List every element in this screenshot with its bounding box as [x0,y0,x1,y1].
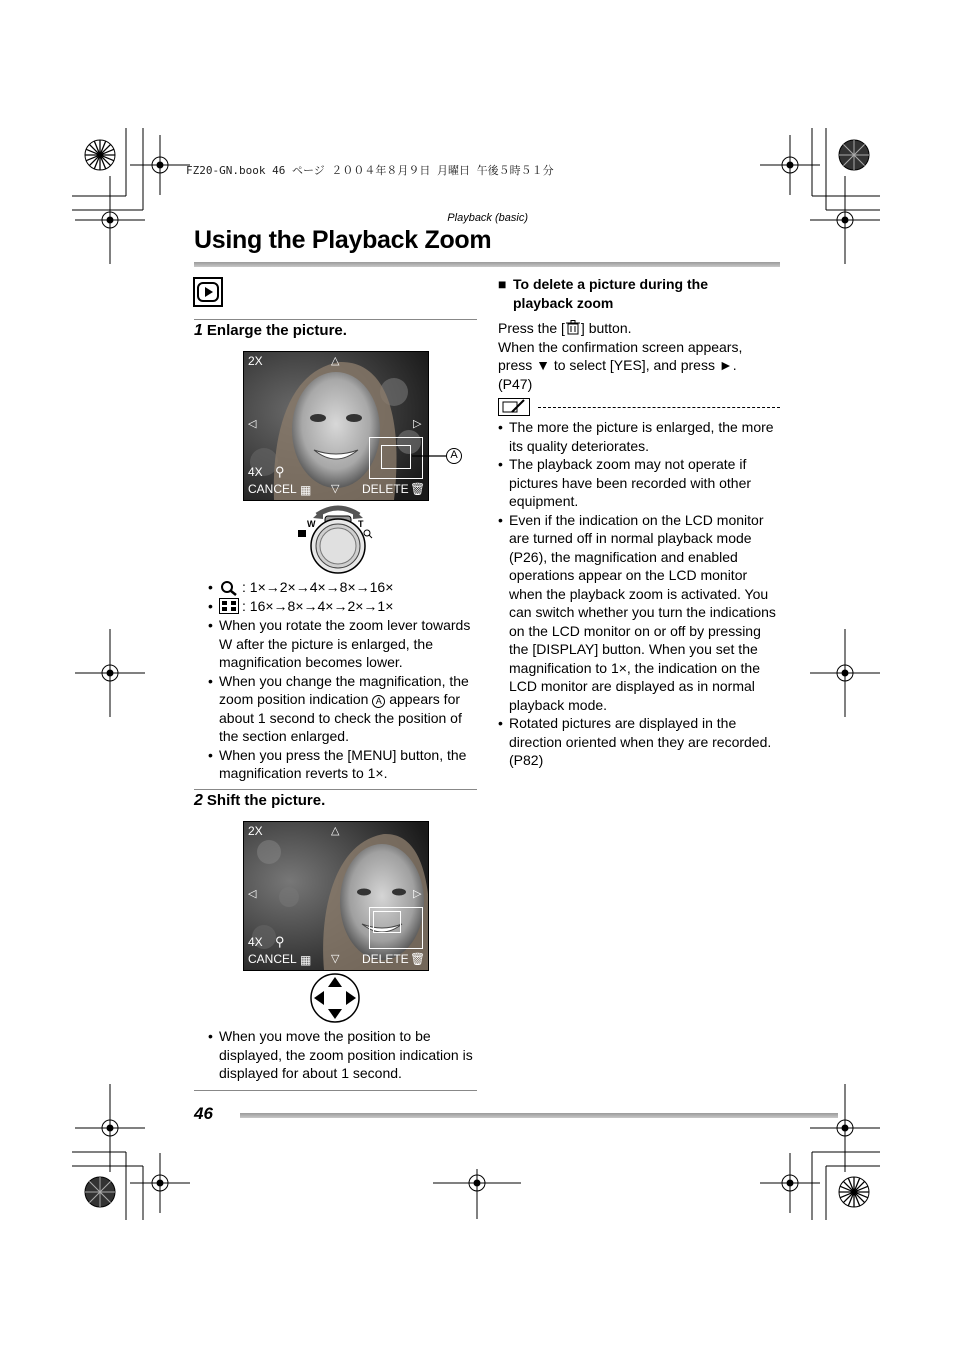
magnification-bottom: 4X [248,465,263,479]
notes-list [498,418,780,770]
page-title: Using the Playback Zoom [194,226,492,254]
zoom-in-icon [220,580,238,596]
delete-instructions [498,319,778,393]
list-item: • The playback zoom may not operate if pictures have been recorded with other equipment. [498,455,780,511]
delete-heading [498,275,778,312]
lcd-screen-enlarge [243,351,429,501]
bullet-text: appears for about 1 second to check the position of the section enlarged. [219,691,462,744]
up-arrow-icon: △ [331,825,340,837]
note-dashed-line [538,407,780,408]
list-item: • When you press the [MENU] button, the magnification reverts to 1×. [208,746,478,783]
step-label: Enlarge the picture. [206,322,347,339]
title-bar [194,262,780,267]
delete-label: DELETE [362,952,409,966]
marker-a: A [372,695,385,708]
note-icon [498,398,530,416]
page-number: 46 [194,1104,213,1123]
divider [194,1090,477,1091]
callout-marker: A [450,449,458,461]
cursor-buttons-icon [309,972,361,1024]
list-item: • Even if the indication on the LCD monitor are turned off in normal playback mode (P26), the magnification and enabled operations appear on the LCD monitor when the playback zoom is activated. You can switch whether you turn the indications on the LCD monitor on or off by pressing the [DISPLAY] button. When you set the magnification to 1×, the indication on the LCD monitor are displayed as in normal playback mode. [498,511,780,715]
cancel-label: CANCEL [248,482,297,496]
delete-label: DELETE [362,482,409,496]
list-item: • When you move the position to be displayed, the zoom position indication is displayed for about 1 second. [208,1027,478,1083]
page-ref: (P47) [498,375,533,392]
zoom-lever-diagram [295,503,381,575]
left-arrow-icon: ◁ [248,888,257,900]
zoom-position-window [381,445,411,469]
press-text: ] button. [580,320,632,336]
left-arrow-icon: ◁ [248,418,257,430]
trash-icon: 🗑 [410,482,426,496]
step-2-heading [194,792,325,810]
down-arrow-icon: ▽ [331,483,340,495]
trash-icon [565,320,581,335]
zoom-position-window [373,911,401,933]
trash-icon: 🗑 [410,952,426,966]
step-number: 2 [194,792,203,809]
footer-bar [240,1113,838,1118]
step2-notes [208,1027,478,1083]
down-arrow-icon: ▽ [331,953,340,965]
magnify-icon: ⚲ [275,934,285,949]
confirm-text: When the confirmation screen appears, press ▼ to select [YES], and press ►. [498,338,743,373]
list-item: • Rotated pictures are displayed in the direction oriented when they are recorded. (P82) [498,714,780,770]
list-item: • The more the picture is enlarged, the more its quality deteriorates. [498,418,780,455]
up-arrow-icon: △ [331,355,340,367]
zoom-sequence-list: • : 1×→2×→4×→8×→16× • : 16×→8×→4×→2×→1× • When you rotate the zoom lever towards W after the picture is enlarged, the magnification becomes lower. • When you change the magnification, the zoom position indication A appears for about 1 second to check the position of the section enlarged. • When you press the [MENU] button, the magnification reverts to 1×. [208,578,478,783]
section-label: Playback (basic) [447,212,528,224]
right-arrow-icon: ▷ [413,888,422,900]
lever-t-label: T [358,519,364,529]
divider [194,319,477,320]
bullet-text: When you change the magnification, the zoom position indication [219,672,469,707]
cancel-label: CANCEL [248,952,297,966]
step-number: 1 [194,322,203,339]
magnification-top: 2X [248,354,263,368]
step-label: Shift the picture. [206,792,326,809]
divider [194,789,477,790]
magnification-top: 2X [248,824,263,838]
print-header: FZ20-GN.book 46 ページ ２００４年８月９日 月曜日 午後５時５１分 [186,164,554,177]
delete-heading-text: To delete a picture during the playback zoom [513,276,708,311]
multi-playback-icon [219,598,239,614]
list-item [208,672,478,746]
magnification-bottom: 4X [248,935,263,949]
zoom-in-sequence: : 1×→2×→4×→8×→16× [242,579,394,595]
press-text: Press the [ [498,320,565,336]
multi-playback-icon: ▦ [300,953,312,967]
square-bullet-icon: ■ [498,276,507,292]
list-item: • When you rotate the zoom lever towards W after the picture is enlarged, the magnification becomes lower. [208,616,478,672]
right-arrow-icon: ▷ [413,418,422,430]
lcd-screen-shift [243,821,429,971]
playback-mode-icon [193,277,223,307]
callout-line [412,445,472,467]
zoom-out-sequence: : 16×→8×→4×→2×→1× [242,598,394,614]
lever-w-label: W [307,519,316,529]
magnify-icon: ⚲ [275,464,285,479]
multi-playback-icon: ▦ [300,483,312,497]
step-1-heading [194,322,347,340]
